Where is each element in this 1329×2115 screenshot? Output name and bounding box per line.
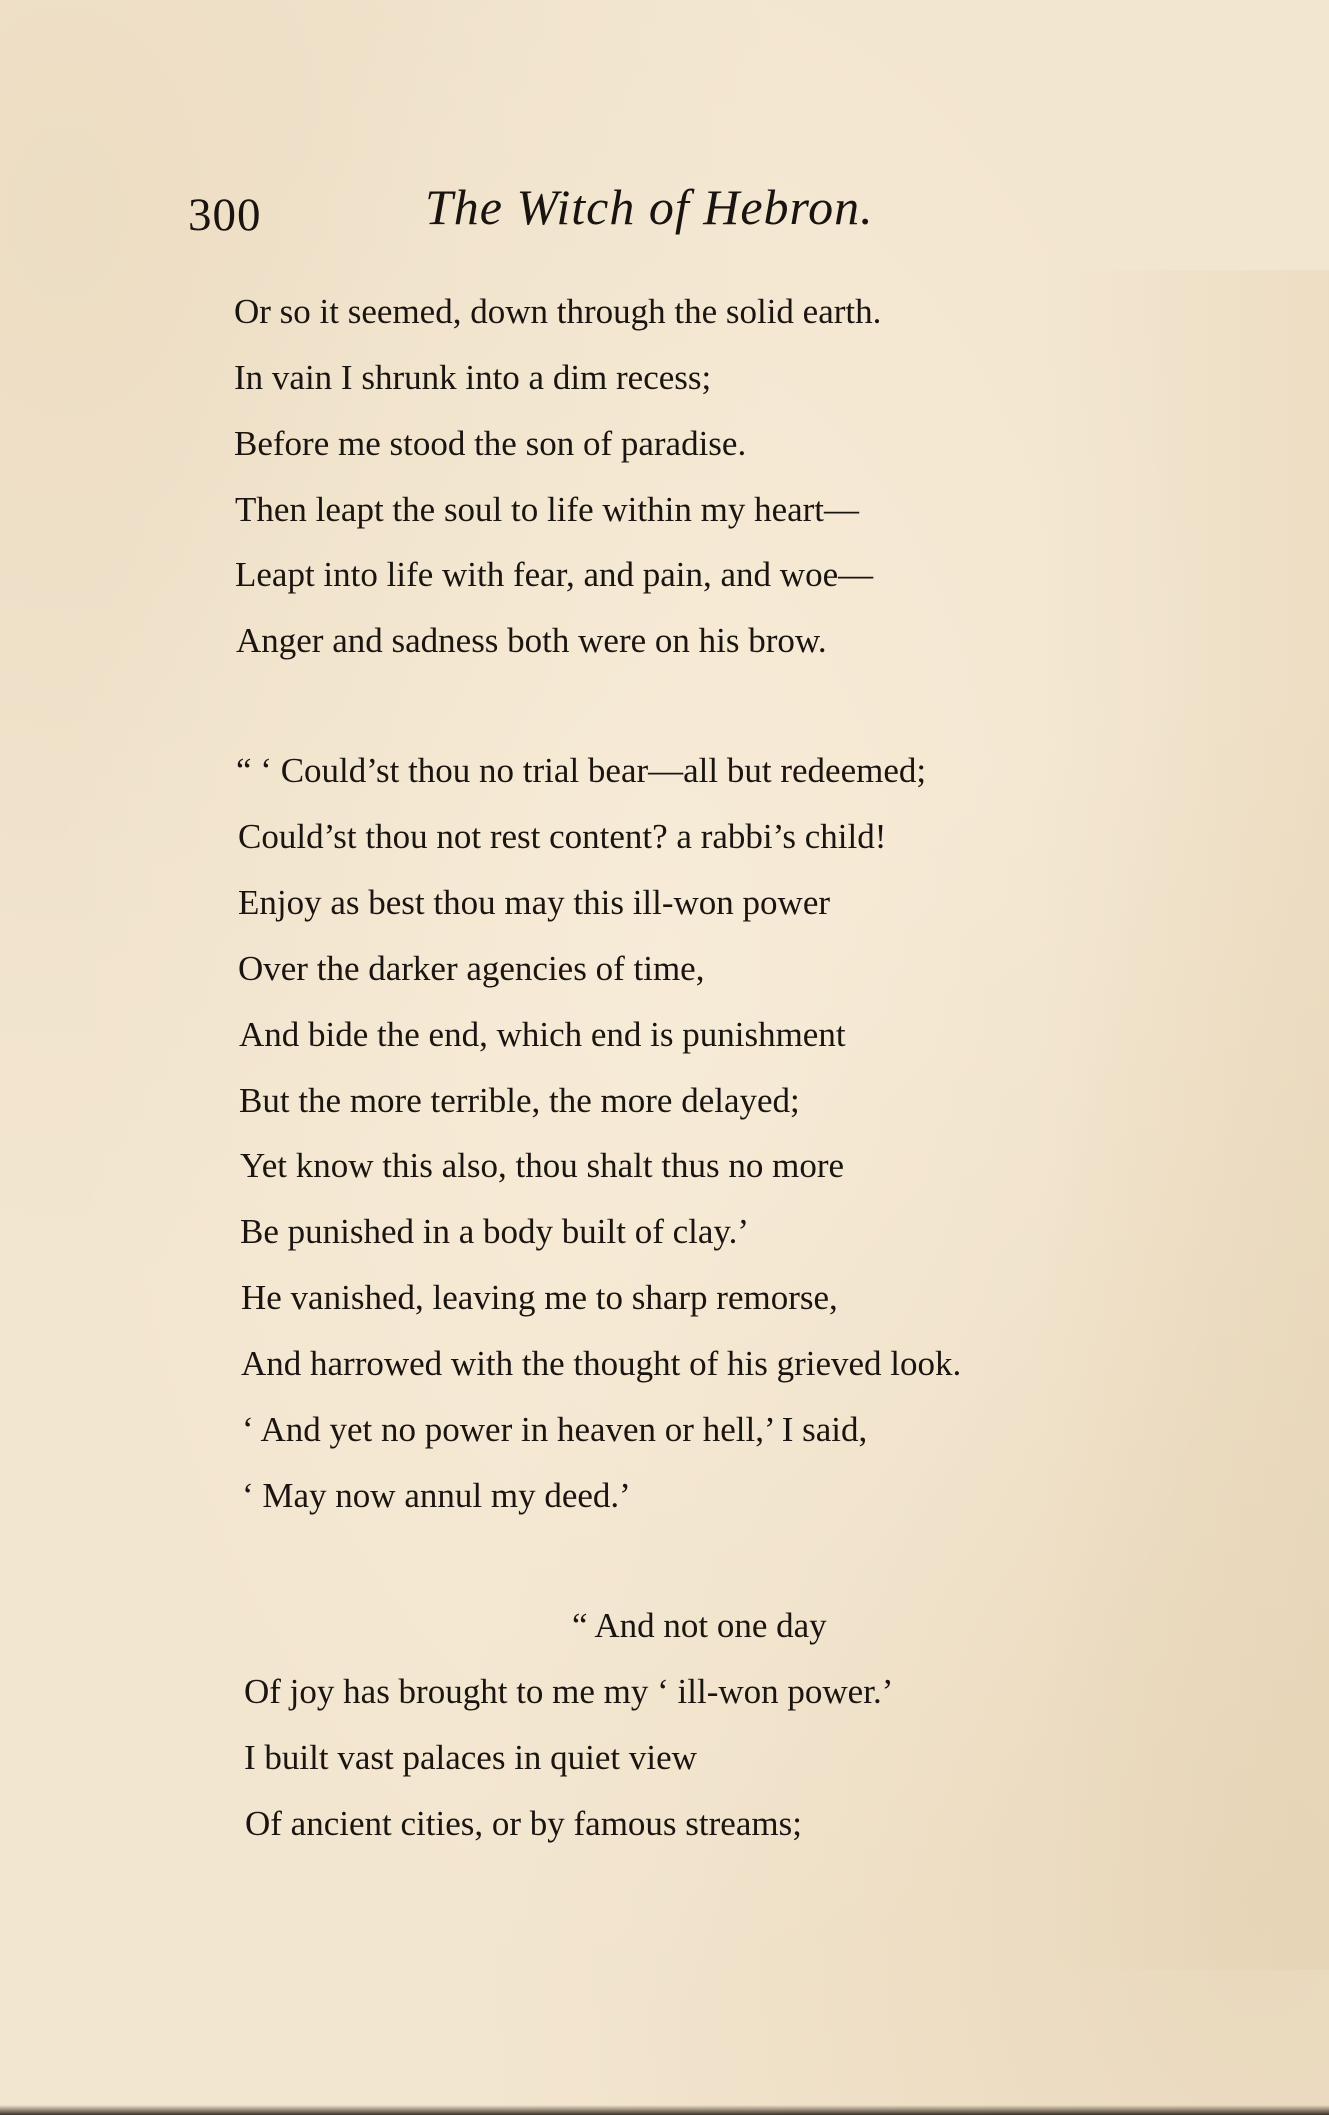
poem-line: Enjoy as best thou may this ill-won power [238, 883, 831, 922]
poem-line: “ And not one day [572, 1606, 827, 1645]
poem-line: And harrowed with the thought of his grieved look. [241, 1344, 962, 1383]
poem-line: ‘ May now annul my deed.’ [242, 1476, 631, 1515]
poem-line: “ ‘ Could’st thou no trial bear—all but redeemed; [236, 751, 927, 790]
page-bottom-edge [0, 2105, 1329, 2115]
poem-line: I built vast palaces in quiet view [244, 1738, 697, 1777]
poem-line: Of joy has brought to me my ‘ ill-won power.’ [244, 1672, 894, 1711]
poem-line: Yet know this also, thou shalt thus no more [240, 1146, 845, 1185]
poem-line: Could’st thou not rest content? a rabbi’s child! [238, 817, 887, 856]
running-title: The Witch of Hebron. [425, 179, 874, 235]
poem-line: Or so it seemed, down through the solid earth. [234, 292, 882, 331]
page-number: 300 [188, 189, 262, 241]
poem-line: Then leapt the soul to life within my heart— [235, 490, 860, 529]
poem-line: Be punished in a body built of clay.’ [240, 1212, 750, 1251]
poem-line: In vain I shrunk into a dim recess; [234, 358, 712, 397]
page-header [0, 178, 1329, 248]
poem-line: He vanished, leaving me to sharp remorse, [241, 1278, 838, 1317]
poem-line: But the more terrible, the more delayed; [239, 1081, 800, 1120]
show-through-shading [1040, 270, 1329, 1970]
poem-line: Before me stood the son of paradise. [234, 424, 747, 463]
poem-line: Leapt into life with fear, and pain, and woe— [235, 555, 874, 594]
poem-line: Anger and sadness both were on his brow. [236, 621, 827, 660]
poem-line: ‘ And yet no power in heaven or hell,’ I said, [242, 1410, 868, 1449]
poem-line: And bide the end, which end is punishment [239, 1015, 846, 1054]
poem-line: Of ancient cities, or by famous streams; [245, 1804, 802, 1843]
poem-line: Over the darker agencies of time, [238, 949, 705, 988]
